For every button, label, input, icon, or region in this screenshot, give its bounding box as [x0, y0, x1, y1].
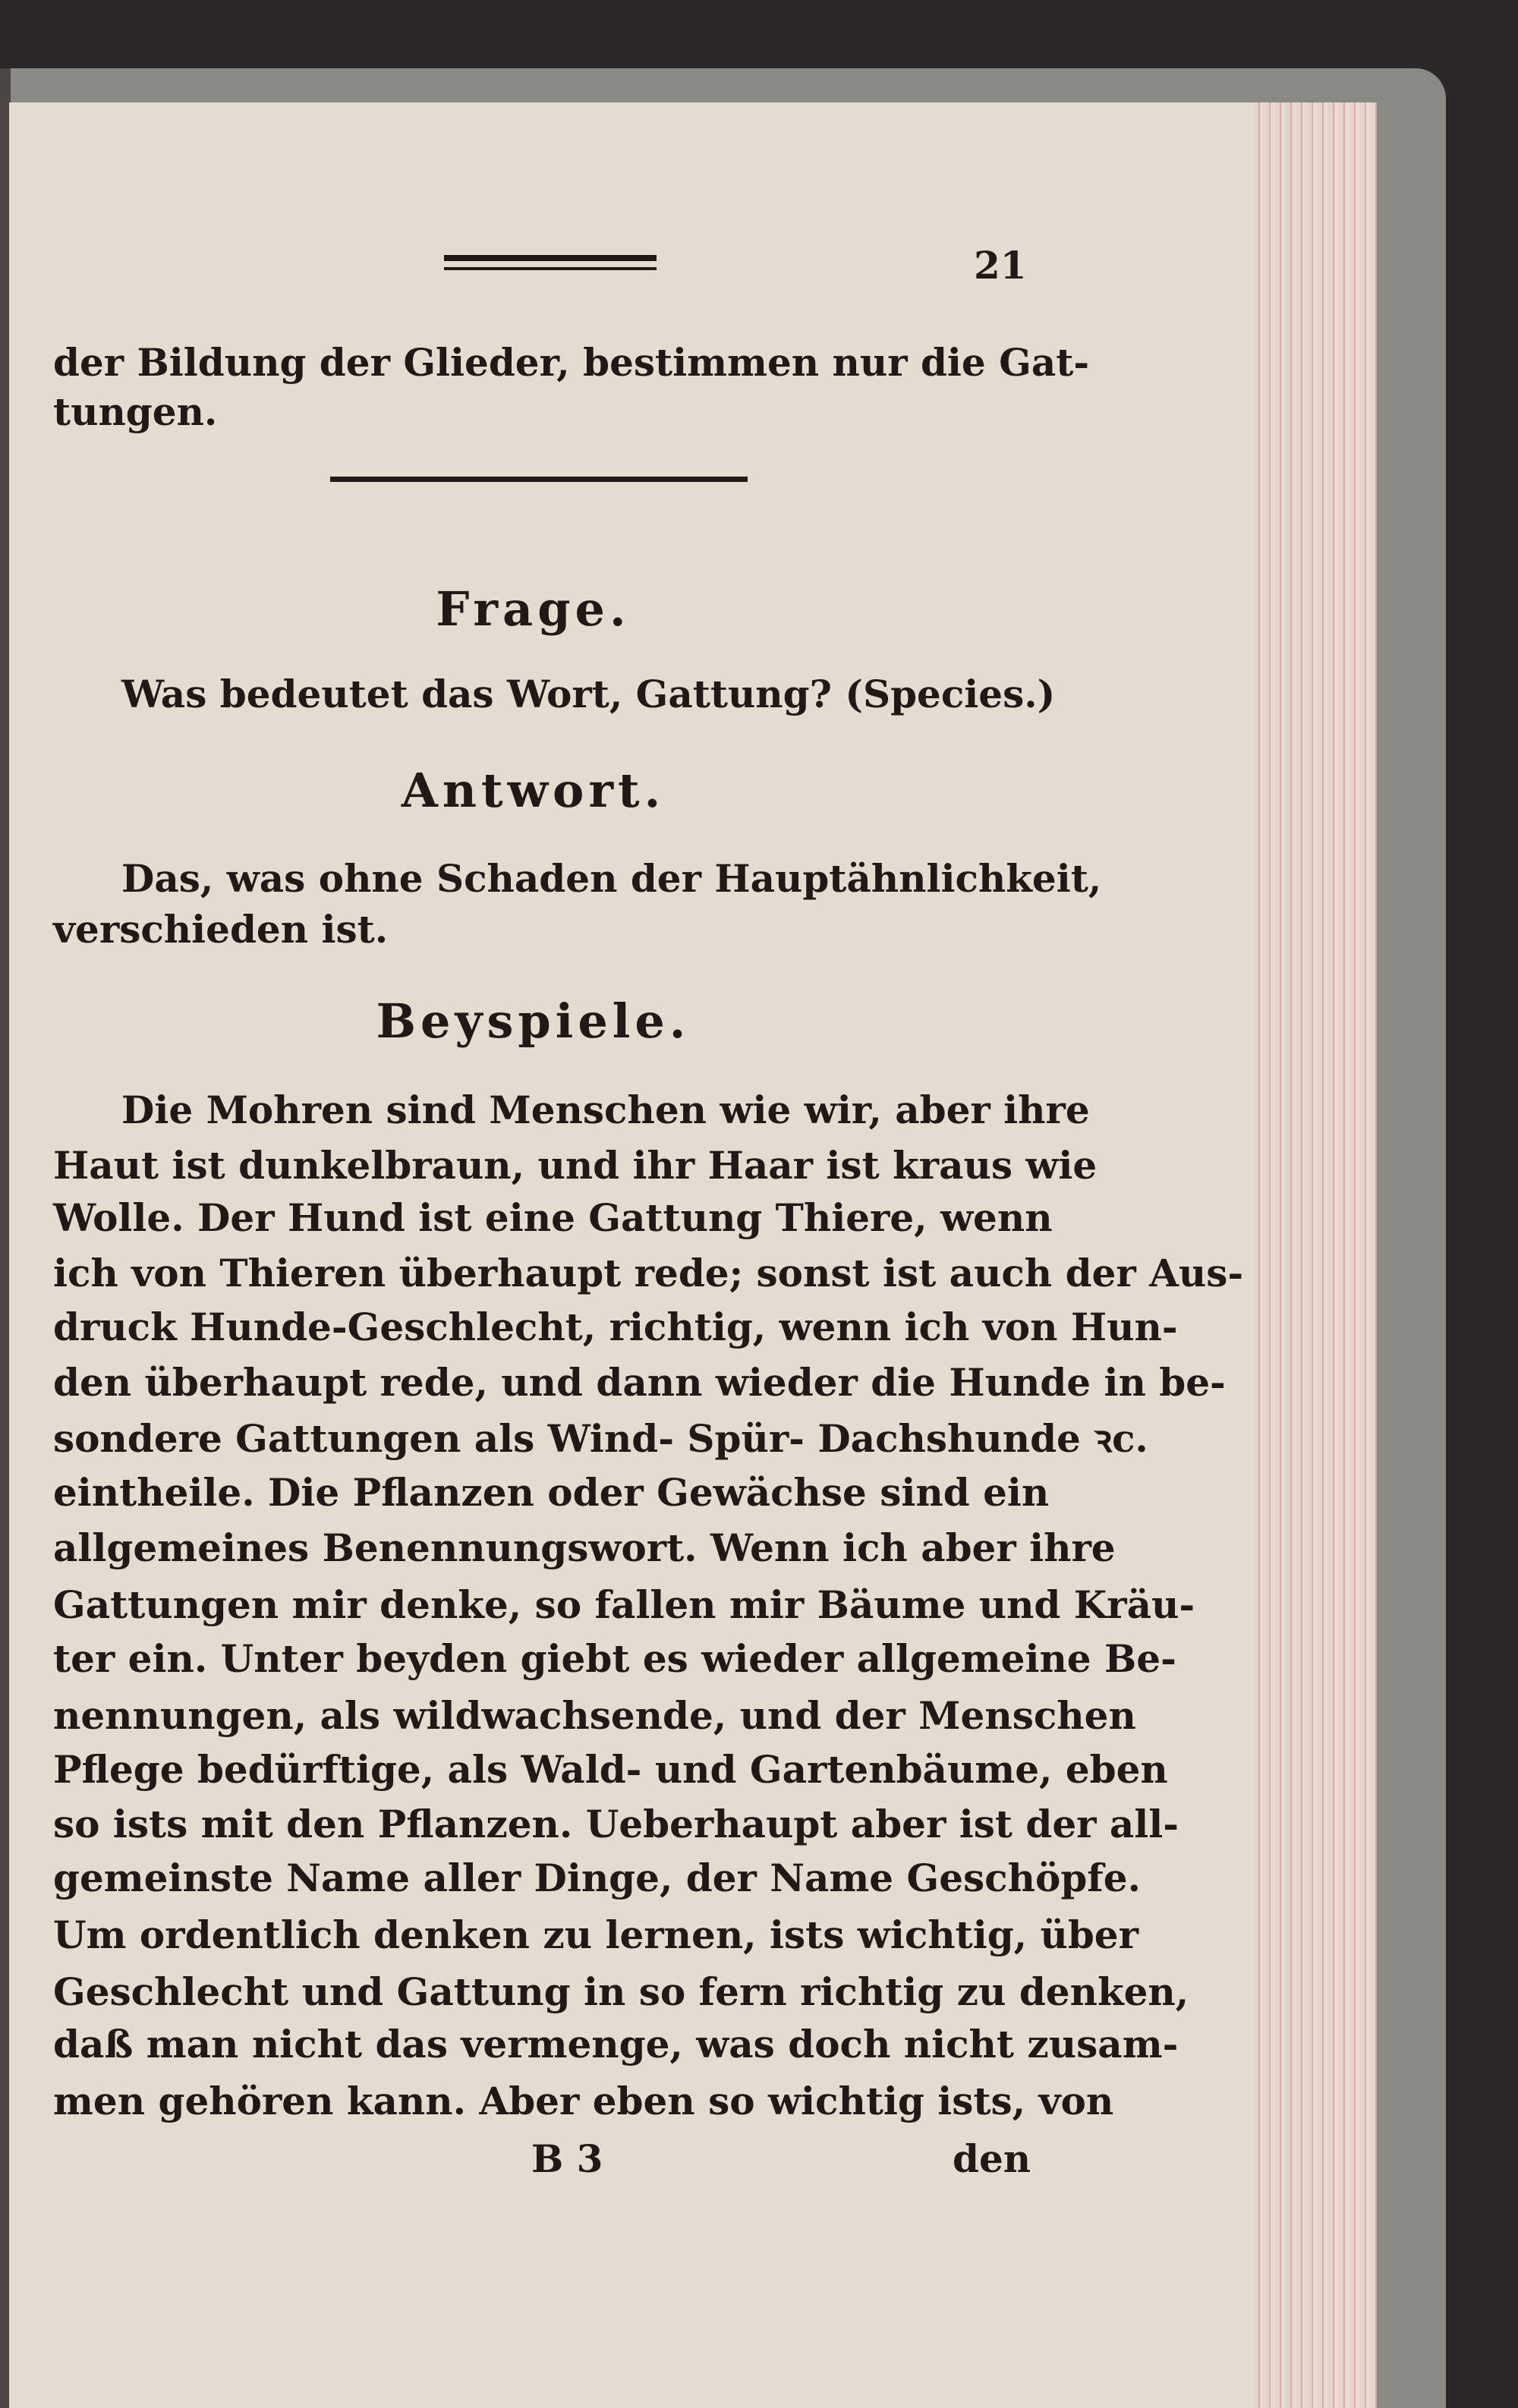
example-line: Um ordentlich denken zu lernen, ists wichtig, über [53, 1912, 1138, 1957]
example-line: eintheile. Die Pflanzen oder Gewächse sind ein [53, 1470, 1050, 1515]
example-line: Die Mohren sind Menschen wie wir, aber ihre [121, 1088, 1090, 1132]
answer-line: verschieden ist. [53, 907, 389, 952]
example-line: druck Hunde-Geschlecht, richtig, wenn ich von Hun- [53, 1305, 1178, 1349]
example-line: den überhaupt rede, und dann wieder die Hunde in be- [53, 1360, 1226, 1405]
example-line: allgemeines Benennungswort. Wenn ich aber ihre [53, 1525, 1116, 1570]
example-line: ich von Thieren überhaupt rede; sonst ist auch der Aus- [53, 1251, 1244, 1295]
examples-heading: Beyspiele. [376, 993, 691, 1049]
example-line: nennungen, als wildwachsende, und der Menschen [53, 1693, 1136, 1738]
answer-heading: Antwort. [401, 763, 666, 818]
header-rule [444, 255, 657, 261]
example-line: Geschlecht und Gattung in so fern richtig zu denken, [53, 1969, 1189, 2014]
header-rule-2 [444, 267, 657, 270]
text-line: tungen. [53, 389, 218, 434]
answer-line: Das, was ohne Schaden der Hauptähnlichkeit, [121, 856, 1102, 901]
catchword: den [953, 2136, 1031, 2181]
example-line: daß man nicht das vermenge, was doch nicht zusam- [53, 2022, 1179, 2066]
question-heading: Frage. [436, 581, 631, 637]
question-text: Was bedeutet das Wort, Gattung? (Species.) [121, 672, 1056, 716]
page-edges [1254, 102, 1377, 2408]
example-line: so ists mit den Pflanzen. Ueberhaupt aber ist der all- [53, 1802, 1179, 1846]
page-number: 21 [974, 243, 1027, 288]
example-line: Wolle. Der Hund ist eine Gattung Thiere, wenn [53, 1195, 1053, 1240]
example-line: Gattungen mir denke, so fallen mir Bäume und Kräu- [53, 1582, 1195, 1627]
example-line: Haut ist dunkelbraun, und ihr Haar ist kraus wie [53, 1143, 1098, 1188]
text-line: der Bildung der Glieder, bestimmen nur die Gat- [53, 340, 1090, 385]
example-line: gemeinste Name aller Dinge, der Name Geschöpfe. [53, 1856, 1142, 1900]
signature-mark: B 3 [531, 2136, 603, 2181]
example-line: ter ein. Unter beyden giebt es wieder allgemeine Be- [53, 1636, 1176, 1681]
example-line: sondere Gattungen als Wind- Spür- Dachshunde ꝛc. [53, 1416, 1148, 1461]
example-line: Pflege bedürftige, als Wald- und Gartenbäume, eben [53, 1747, 1168, 1792]
example-line: men gehören kann. Aber eben so wichtig ists, von [53, 2079, 1114, 2123]
section-divider [330, 477, 748, 482]
